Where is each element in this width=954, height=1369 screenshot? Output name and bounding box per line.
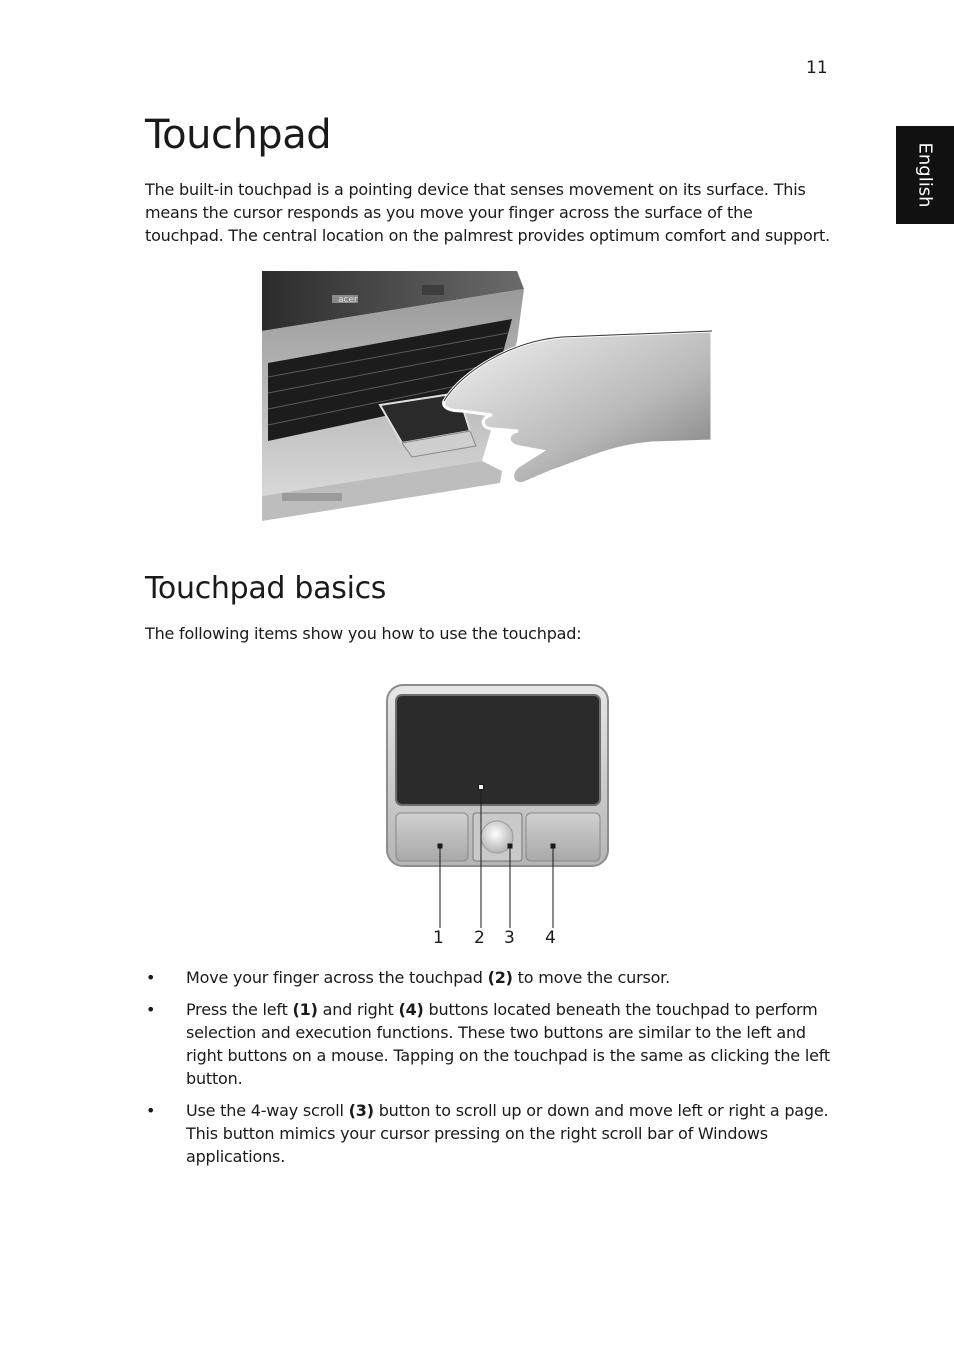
section-title: Touchpad basics	[145, 571, 387, 606]
bullet-marker: •	[146, 968, 156, 987]
bullet-marker: •	[146, 1101, 156, 1121]
page-title: Touchpad	[145, 112, 332, 158]
language-tab-label: English	[914, 142, 936, 208]
bullet-ref: (1)	[292, 999, 318, 1019]
bullet-text: buttons located beneath the touchpad to perform selection and execution functions. These two buttons are similar to the left and right buttons on a mouse. Tapping on the touchpad is the same as clicking the left button.	[186, 999, 830, 1089]
bullet-text: button to scroll up or down and move left or right a page. This button mimics your cursor pressing on the right scroll bar of Windows applications.	[186, 1101, 829, 1167]
language-tab	[896, 126, 954, 224]
list-item	[145, 998, 835, 1091]
bullet-ref: (3)	[348, 1101, 374, 1121]
list-item	[145, 1099, 835, 1169]
bullet-text: and right	[317, 999, 399, 1019]
left-button	[396, 813, 468, 861]
callout-2: 2	[474, 928, 485, 948]
bullet-text: Press the left	[186, 999, 293, 1019]
intro-paragraph: The built-in touchpad is a pointing device that senses movement on its surface. This means the cursor responds as you move your finger across the surface of the touchpad. The central location on the palmrest provides optimum comfort and support.	[145, 180, 830, 246]
touchpad-surface	[396, 695, 600, 805]
callout-3: 3	[504, 928, 515, 948]
bullet-ref: (2)	[487, 968, 513, 987]
bullet-text: Move your finger across the touchpad	[186, 968, 488, 987]
page-number: 11	[806, 58, 828, 78]
callout-1: 1	[433, 928, 444, 948]
callout-4: 4	[545, 928, 556, 948]
laptop-touchpad-photo	[262, 271, 712, 531]
right-button	[526, 813, 600, 861]
brand-logo: acer	[338, 295, 358, 305]
section-lead: The following items show you how to use the touchpad:	[145, 624, 582, 643]
list-item	[145, 966, 835, 989]
bullet-marker: •	[146, 999, 156, 1019]
bullet-text: to move the cursor.	[512, 968, 670, 987]
bullet-text: Use the 4-way scroll	[186, 1101, 349, 1121]
touchpad-diagram	[320, 650, 656, 955]
bullet-ref: (4)	[398, 999, 424, 1019]
usage-list	[145, 966, 835, 1177]
